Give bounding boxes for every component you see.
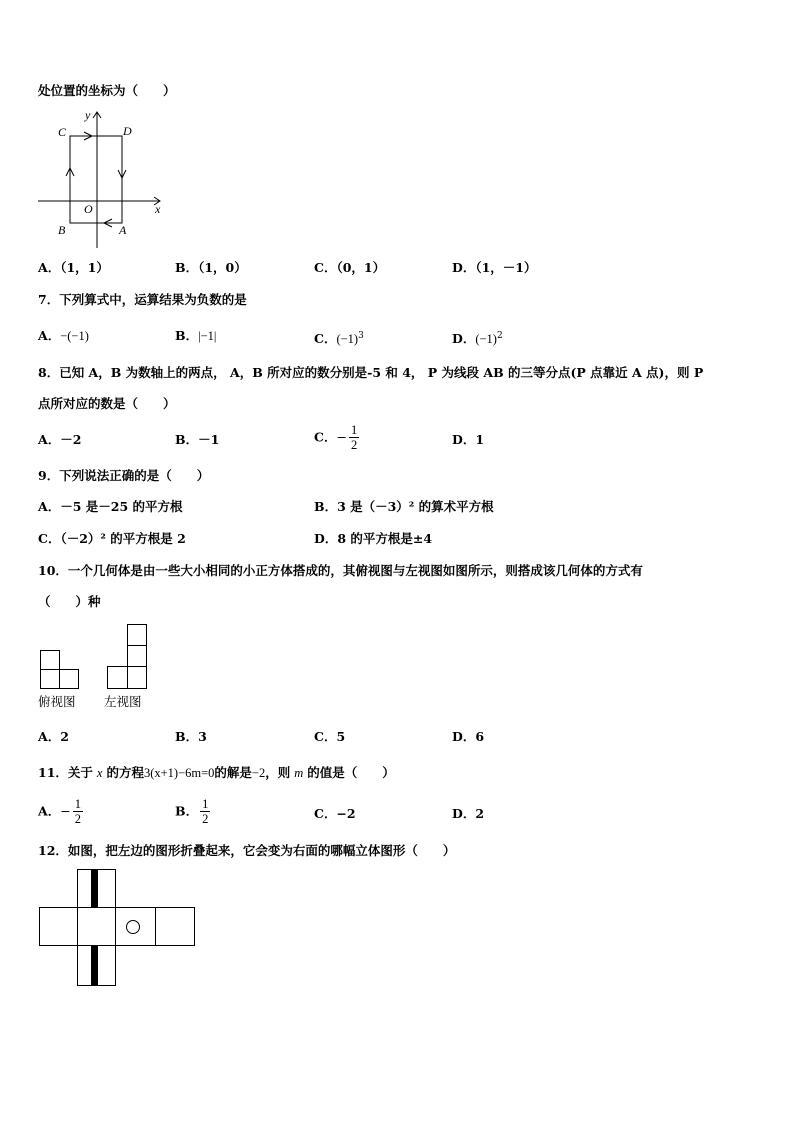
label-x: x <box>155 202 161 216</box>
label-C: C <box>58 125 67 139</box>
q7-option-b[interactable]: B．|−1| <box>175 328 217 343</box>
q6-option-c[interactable]: C．（0，1） <box>314 260 386 275</box>
q6-option-a[interactable]: A．（1，1） <box>38 260 109 275</box>
q7-option-a[interactable]: A．−(−1) <box>38 328 89 343</box>
q10-top-view-caption: 俯视图 <box>38 694 76 709</box>
q10-option-c[interactable]: C．5 <box>314 729 346 744</box>
label-A: A <box>119 223 127 237</box>
circle-icon <box>127 921 140 934</box>
q11-option-d[interactable]: D．2 <box>452 806 485 821</box>
q8-stem-line1: 8．已知 A，B 为数轴上的两点， A，B 所对应的数分别是-5 和 4， P 为线段 AB 的三等分点(P 点靠近 A 点)，则 P <box>38 365 704 380</box>
q12-stem: 12．如图，把左边的图形折叠起来，它会变为右面的哪幅立体图形（ ） <box>38 843 456 858</box>
q8-option-c[interactable]: C．− $\frac{1}{2}$ <box>314 423 358 452</box>
q11-stem: 11．关于 x 的方程3(x+1)−6m=0的解是−2，则 m 的值是（ ） <box>38 765 395 780</box>
q11-option-b[interactable]: B． $\frac{1}{2}$ <box>175 797 209 826</box>
q6-stem: 处位置的坐标为（ ） <box>38 83 176 98</box>
q8-option-b[interactable]: B．－1 <box>175 432 220 447</box>
q9-option-b[interactable]: B．3 是（－3）² 的算术平方根 <box>314 499 494 514</box>
q8-option-d[interactable]: D．1 <box>452 432 485 447</box>
q11-option-a[interactable]: A．− $\frac{1}{2}$ <box>38 797 81 826</box>
q10-left-view-figure <box>107 624 149 690</box>
q8-stem-line2: 点所对应的数是（ ） <box>38 396 176 411</box>
label-y: y <box>85 108 91 122</box>
thick-bar-bottom <box>91 946 98 985</box>
q9-option-c[interactable]: C．（－2）² 的平方根是 2 <box>38 531 186 546</box>
label-O: O <box>84 202 93 216</box>
q9-option-d[interactable]: D．8 的平方根是±4 <box>314 531 433 546</box>
q10-top-view-figure <box>40 650 82 690</box>
q10-stem-line1: 10．一个几何体是由一些大小相同的小正方体搭成的，其俯视图与左视图如图所示，则搭成该几何体的方式有 <box>38 563 643 578</box>
q9-stem: 9．下列说法正确的是（ ） <box>38 468 210 483</box>
q6-coordinate-figure <box>34 106 174 251</box>
q8-option-a[interactable]: A．－2 <box>38 432 82 447</box>
q7-stem: 7．下列算式中，运算结果为负数的是 <box>38 292 247 307</box>
q6-option-d[interactable]: D．（1，－1） <box>452 260 537 275</box>
q10-option-d[interactable]: D．6 <box>452 729 485 744</box>
q6-option-b[interactable]: B．（1，0） <box>175 260 247 275</box>
q7-option-c[interactable]: C．$(-1)^3$ <box>314 331 364 347</box>
label-B: B <box>58 223 66 237</box>
q7-option-d[interactable]: D．$(-1)^2$ <box>452 331 503 347</box>
q10-option-a[interactable]: A．2 <box>38 729 69 744</box>
q9-option-a[interactable]: A．－5 是－25 的平方根 <box>38 499 183 514</box>
q12-cube-net-figure <box>38 868 198 988</box>
label-D: D <box>123 124 132 138</box>
thick-bar-top <box>91 870 98 907</box>
q11-option-c[interactable]: C．−2 <box>314 806 356 821</box>
q10-option-b[interactable]: B．3 <box>175 729 207 744</box>
q10-stem-line2: （ ）种 <box>38 594 101 609</box>
q10-left-view-caption: 左视图 <box>104 694 142 709</box>
